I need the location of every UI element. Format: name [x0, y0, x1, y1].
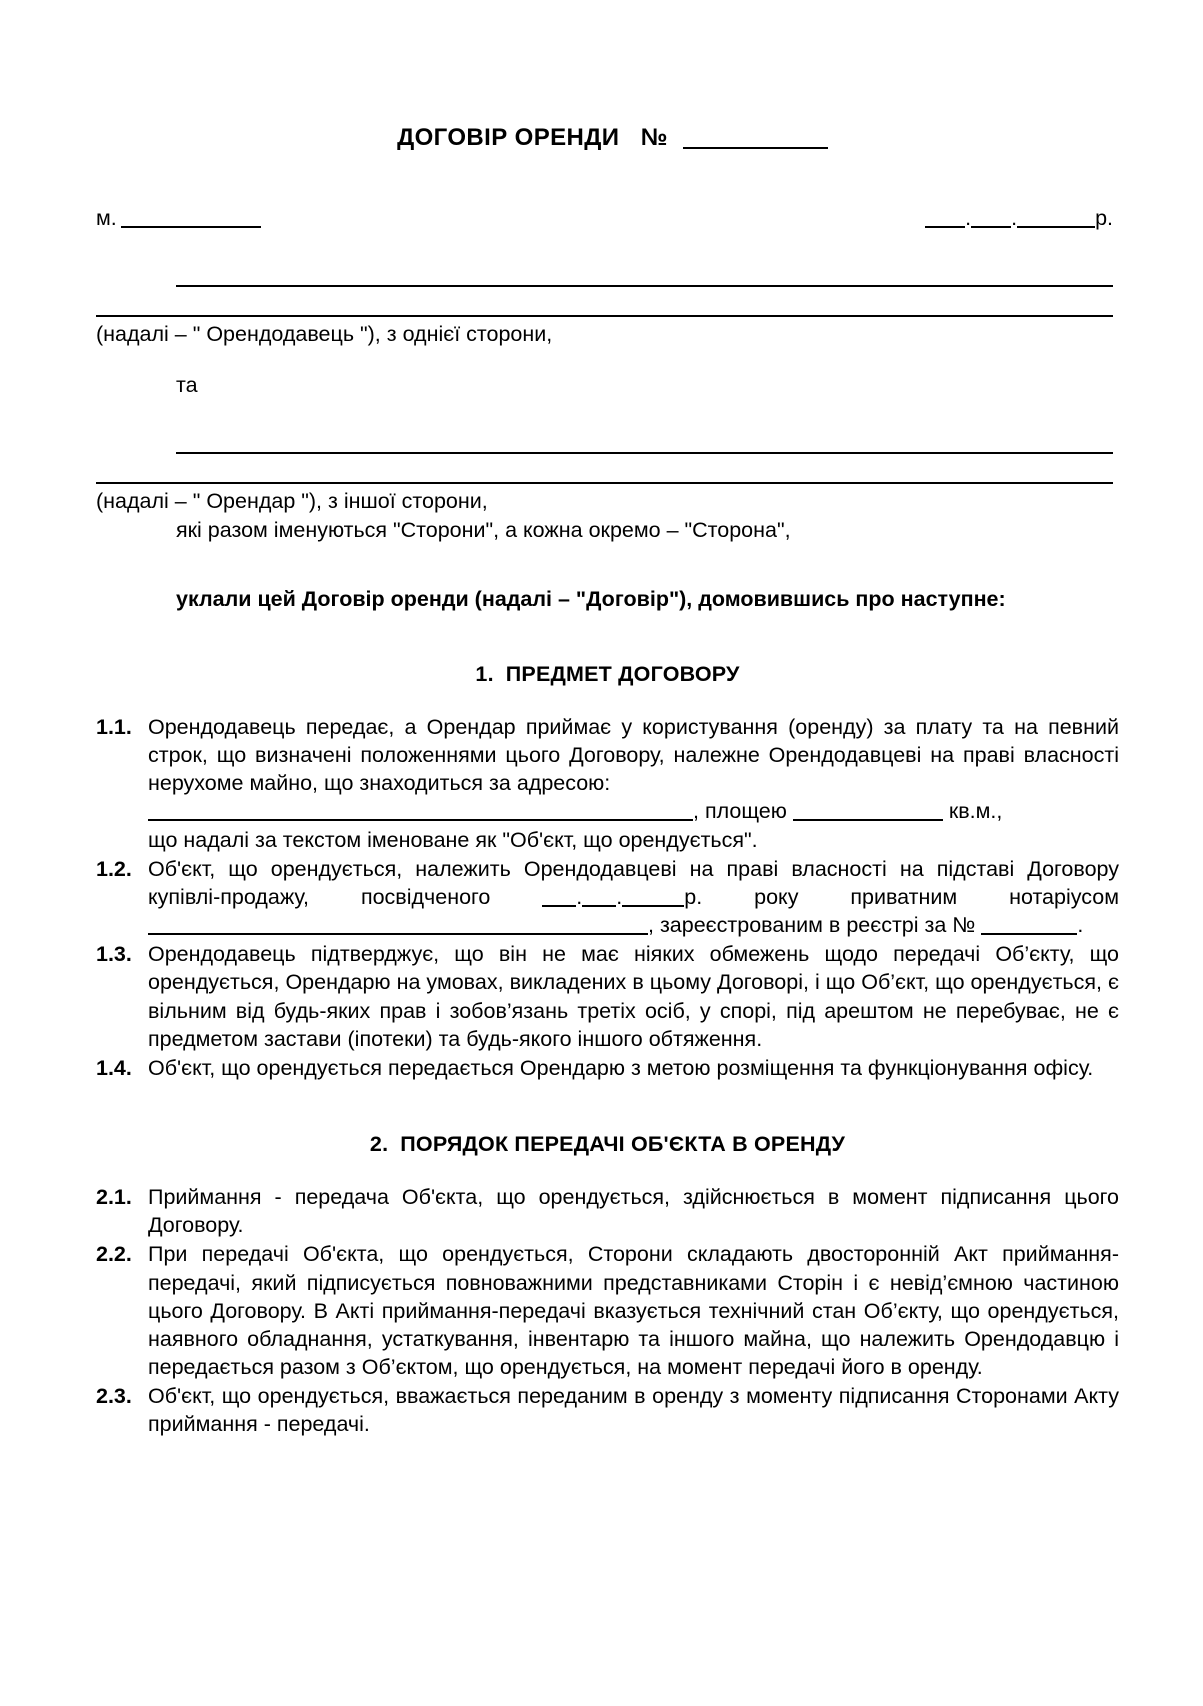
tenant-fill-block	[96, 452, 1119, 484]
section-heading-2	[96, 1132, 1119, 1157]
place-blank[interactable]	[121, 226, 261, 228]
clause-body: При передачі Об'єкта, що орендується, Сторони складають двосторонній Акт приймання-передачі, який підписується повноважними представниками Сторін і є невід’ємною частиною цього Договору. В Акті приймання-передачі вказується технічний стан Об’єкту, що орендується, наявного обладнання, устаткування, інвентарю та іншого майна, що належить Орендодавцю і передається разом з Об’єктом, що орендується, на момент передачі його в оренду.	[148, 1242, 1119, 1379]
date-month-blank[interactable]	[971, 226, 1011, 228]
landlord-blank-line-1[interactable]	[176, 285, 1113, 287]
tenant-blank-line-2[interactable]	[96, 482, 1113, 484]
clause-body: Орендодавець підтверджує, що він не має ніяких обмежень щодо передачі Об’єкту, що орендується, Орендарю на умовах, викладених в цьому Договорі, і що Об’єкт, що орендується, є вільним від будь-яких прав і зобов’язань третіх осіб, у спорі, під арештом не перебуває, не є предметом застави (іпотеки) та будь-якого іншого обтяження.	[148, 942, 1119, 1051]
page-title	[96, 124, 1119, 152]
joint-definition: які разом іменуються "Сторони", а кожна окремо – "Сторона",	[176, 518, 791, 542]
clause-number: 2.1.	[96, 1185, 132, 1210]
clause-1-3	[96, 940, 1119, 1053]
clause-1-2-text: Об'єкт, що орендується, належить Орендодавцеві на праві власності на підставі Договору купівлі-продажу, посвідченого . . р. року приватним нотаріусом , зареєстрованим в реєстрі за № .	[148, 856, 1119, 938]
clause-number: 2.2.	[96, 1242, 132, 1267]
clause-1-2-part4: .	[1077, 913, 1084, 938]
notary-blank[interactable]	[148, 933, 648, 935]
date-field: . . р.	[925, 206, 1119, 231]
date-suffix: р.	[1095, 206, 1113, 230]
document-title-text: ДОГОВІР ОРЕНДИ	[397, 124, 620, 151]
section-title-2: ПОРЯДОК ПЕРЕДАЧІ ОБ'ЄКТА В ОРЕНДУ	[400, 1132, 846, 1157]
clause-1-1-area-unit: кв.м.,	[948, 799, 1003, 824]
clause-number: 1.2.	[96, 856, 132, 881]
section-number-1: 1.	[475, 662, 494, 686]
clause-2-1	[96, 1183, 1119, 1239]
clause-number: 2.3.	[96, 1384, 132, 1409]
section-number-2: 2.	[369, 1132, 389, 1157]
date-year-blank[interactable]	[1017, 226, 1095, 228]
clause-1-2	[96, 855, 1119, 939]
clause-1-2-part1: Об'єкт, що орендується, належить Орендодавцеві на праві власності на підставі Договору купівлі-продажу, посвідченого	[148, 856, 1119, 909]
clause-number: 1.4.	[96, 1055, 132, 1080]
date-day-blank[interactable]	[925, 226, 965, 228]
clause-1-1-address-row	[148, 797, 1119, 825]
section-title-1: ПРЕДМЕТ ДОГОВОРУ	[505, 662, 740, 686]
clause-body: Приймання - передача Об'єкта, що орендується, здійснюється в момент підписання цього Договору.	[148, 1185, 1119, 1238]
number-symbol: №	[640, 124, 668, 151]
clause-1-1-part1: Орендодавець передає, а Орендар приймає у користування (оренду) за плату та на певний строк, що визначені положеннями цього Договору, належне Орендодавцеві на праві власності нерухоме майно, що знаходиться за адресою:	[148, 715, 1119, 796]
clause-1-1	[96, 713, 1119, 854]
clause-1-2-part3: , зареєстрованим в реєстрі за №	[648, 913, 976, 938]
clause-body	[148, 713, 1119, 854]
place-label: м.	[96, 206, 117, 230]
clause-2-3	[96, 1382, 1119, 1438]
deed-month-blank[interactable]	[582, 905, 616, 907]
clause-number: 1.3.	[96, 942, 132, 967]
clause-body	[148, 855, 1119, 939]
deed-year-blank[interactable]	[622, 905, 684, 907]
contract-number-blank[interactable]	[683, 147, 828, 149]
clause-1-2-part2: р. року приватним нотаріусом	[684, 884, 1119, 909]
tenant-caption: (надалі – " Орендар "), з іншої сторони,	[96, 489, 488, 513]
and-word: та	[176, 373, 198, 397]
clause-1-4	[96, 1054, 1119, 1082]
place-date-row	[96, 206, 1119, 231]
clause-1-1-part3: що надалі за текстом іменоване як "Об'єкт, що орендується".	[148, 827, 758, 852]
clause-1-1-area-label: , площею	[693, 799, 787, 824]
area-blank[interactable]	[793, 819, 943, 821]
section-heading-1	[96, 662, 1119, 687]
landlord-fill-block	[96, 285, 1119, 317]
registry-number-blank[interactable]	[981, 933, 1077, 935]
landlord-caption: (надалі – " Орендодавець "), з однієї сторони,	[96, 322, 553, 346]
place-field	[96, 206, 261, 231]
clause-2-2	[96, 1240, 1119, 1381]
clause-body: Об'єкт, що орендується передається Орендарю з метою розміщення та функціонування офісу.	[148, 1055, 1094, 1080]
address-blank[interactable]	[148, 819, 693, 821]
tenant-blank-line-1[interactable]	[176, 452, 1113, 454]
landlord-blank-line-2[interactable]	[96, 315, 1113, 317]
clause-body: Об'єкт, що орендується, вважається переданим в оренду з моменту підписання Сторонами Акту приймання - передачі.	[148, 1384, 1119, 1437]
deed-day-blank[interactable]	[542, 905, 576, 907]
clause-number: 1.1.	[96, 715, 132, 739]
conclusion-statement: уклали цей Договір оренди (надалі – "Договір"), домовившись про наступне:	[176, 587, 1006, 611]
